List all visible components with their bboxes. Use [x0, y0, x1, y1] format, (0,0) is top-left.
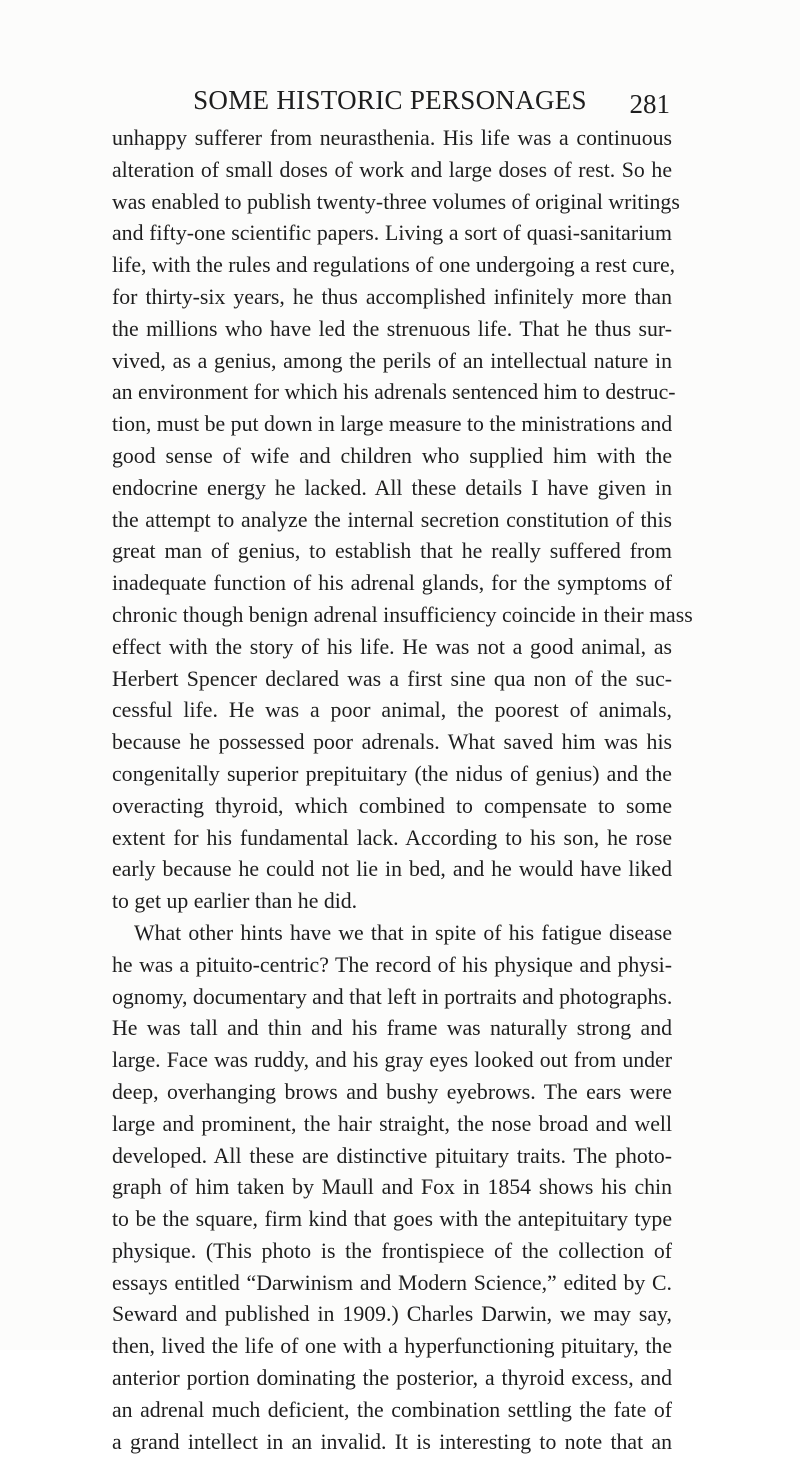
text-line: unhappy sufferer from neurasthenia. His life was a continuous — [112, 126, 672, 150]
text-line: an environment for which his adrenals sentenced him to destruc- — [112, 380, 676, 405]
text-line: developed. All these are distinctive pituitary traits. The photo- — [112, 1143, 672, 1168]
running-head — [110, 84, 670, 119]
text-line: physique. (This photo is the frontispiece of the collection of — [112, 1238, 672, 1263]
text-line: to get up earlier than he did. — [112, 889, 358, 914]
text-line: extent for his fundamental lack. According to his son, he rose — [112, 825, 672, 850]
text-line: inadequate function of his adrenal glands, for the symptoms of — [112, 571, 672, 596]
text-line: large. Face was ruddy, and his gray eyes looked out from under — [112, 1048, 672, 1073]
text-line: an adrenal much deficient, the combination settling the fate of — [112, 1397, 672, 1422]
page-number: 281 — [629, 89, 670, 119]
text-line: and fifty-one scientific papers. Living a sort of quasi-sanitarium — [112, 221, 672, 246]
text-line: endocrine energy he lacked. All these details I have given in — [112, 475, 672, 500]
text-line: then, lived the life of one with a hyperfunctioning pituitary, the — [112, 1334, 672, 1359]
body-text — [112, 123, 693, 1458]
text-line: anterior portion dominating the posterior, a thyroid excess, and — [112, 1366, 672, 1391]
text-line: to be the square, firm kind that goes with the antepituitary type — [112, 1207, 672, 1232]
paragraph — [112, 918, 672, 1458]
text-line: for thirty-six years, he thus accomplished infinitely more than — [112, 284, 672, 309]
text-line: vived, as a genius, among the perils of an intellectual nature in — [112, 348, 672, 373]
text-line: life, with the rules and regulations of one undergoing a rest cure, — [112, 253, 676, 278]
text-line: was enabled to publish twenty-three volumes of original writings — [112, 189, 680, 214]
text-line: the attempt to analyze the internal secretion constitution of this — [112, 507, 672, 532]
text-line: early because he could not lie in bed, and he would have liked — [112, 857, 672, 882]
paragraph — [112, 123, 693, 918]
text-line: effect with the story of his life. He was not a good animal, as — [112, 634, 672, 659]
text-line: tion, must be put down in large measure to the ministrations and — [112, 412, 673, 437]
text-line: What other hints have we that in spite of his fatigue disease — [134, 920, 672, 945]
text-line: good sense of wife and children who supplied him with the — [112, 443, 672, 468]
text-line: Herbert Spencer declared was a first sine qua non of the suc- — [112, 666, 672, 691]
text-line: graph of him taken by Maull and Fox in 1854 shows his chin — [112, 1175, 672, 1200]
text-line: the millions who have led the strenuous life. That he thus sur- — [112, 316, 672, 341]
text-line: Seward and published in 1909.) Charles Darwin, we may say, — [112, 1302, 672, 1327]
running-title: SOME HISTORIC PERSONAGES — [193, 85, 587, 115]
text-line: a grand intellect in an invalid. It is interesting to note that an — [112, 1429, 672, 1454]
text-line: congenitally superior prepituitary (the nidus of genius) and the — [112, 761, 672, 786]
text-line: alteration of small doses of work and large doses of rest. So he — [112, 157, 672, 182]
text-line: cessful life. He was a poor animal, the poorest of animals, — [112, 698, 672, 723]
text-line: essays entitled “Darwinism and Modern Science,” edited by C. — [112, 1270, 672, 1295]
text-line: ognomy, documentary and that left in portraits and photographs. — [112, 984, 673, 1009]
text-line: great man of genius, to establish that he really suffered from — [112, 539, 672, 564]
text-line: chronic though benign adrenal insufficiency coincide in their mass — [112, 602, 693, 627]
text-line: overacting thyroid, which combined to compensate to some — [112, 793, 672, 818]
text-line: because he possessed poor adrenals. What saved him was his — [112, 730, 672, 755]
text-line: he was a pituito-centric? The record of his physique and physi- — [112, 952, 672, 977]
text-line: large and prominent, the hair straight, the nose broad and well — [112, 1111, 672, 1136]
text-line: deep, overhanging brows and bushy eyebrows. The ears were — [112, 1079, 672, 1104]
text-line: He was tall and thin and his frame was naturally strong and — [112, 1016, 672, 1041]
